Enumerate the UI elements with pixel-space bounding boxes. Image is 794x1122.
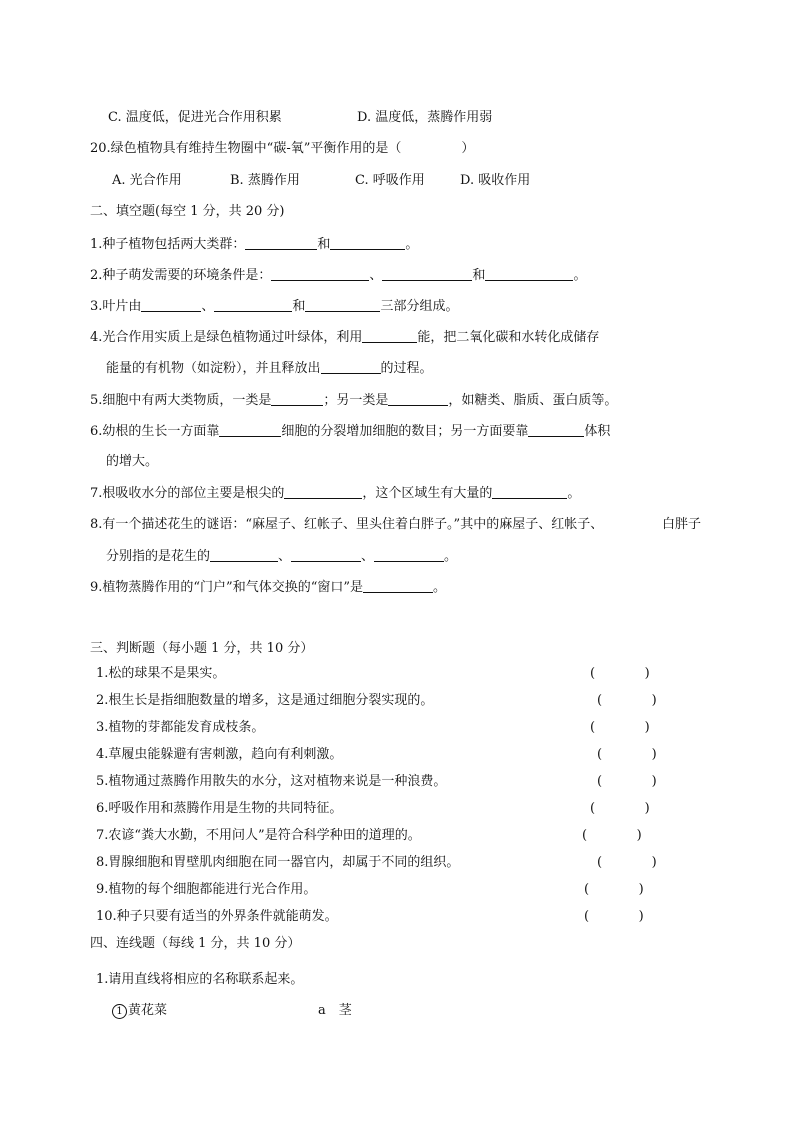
blank[interactable]: [210, 548, 278, 562]
fill-q9: 9.植物蒸腾作用的“门户”和气体交换的“窗口”是 。: [90, 580, 447, 595]
match-q1-instruction: 1.请用直线将相应的名称联系起来。: [96, 972, 304, 987]
fill-q2: 2.种子萌发需要的环境条件是： 、 和 。: [90, 268, 587, 283]
fill-q3: 3.叶片由 、 和 三部分组成。: [90, 299, 459, 314]
blank[interactable]: [330, 236, 405, 250]
blank[interactable]: [362, 329, 417, 343]
fill-q6-line2: 的增大。: [106, 454, 159, 469]
q20-stem: 20.绿色植物具有维持生物圈中“碳-氧”平衡作用的是（ ）: [90, 141, 475, 156]
judge-item-6: 6.呼吸作用和蒸腾作用是生物的共同特征。: [96, 801, 343, 816]
fill-q8-line1-end: 白胖子: [662, 517, 702, 532]
blank[interactable]: [284, 485, 362, 499]
judge-item-7: 7.农谚“粪大水勤，不用问人”是符合科学种田的道理的。: [96, 828, 421, 843]
answer-paren[interactable]: ( ): [597, 693, 657, 708]
blank[interactable]: [305, 298, 380, 312]
judge-item-2: 2.根生长是指细胞数量的增多，这是通过细胞分裂实现的。: [96, 693, 434, 708]
section-match-title: 四、连线题（每线 1 分，共 10 分）: [90, 936, 301, 951]
q20-option-c: C. 呼吸作用: [355, 173, 425, 188]
fill-q7: 7.根吸收水分的部位主要是根尖的 ，这个区域生有大量的 。: [90, 486, 581, 501]
q20-option-b: B. 蒸腾作用: [230, 173, 300, 188]
blank[interactable]: [485, 267, 573, 281]
answer-paren[interactable]: ( ): [584, 882, 644, 897]
q19-option-d: D. 温度低，蒸腾作用弱: [357, 110, 493, 125]
answer-paren[interactable]: ( ): [582, 828, 642, 843]
judge-item-3: 3.植物的芽都能发育成枝条。: [96, 720, 265, 735]
blank[interactable]: [388, 392, 448, 406]
answer-paren[interactable]: ( ): [584, 909, 644, 924]
q19-option-c: C. 温度低，促进光合作用积累: [108, 110, 282, 125]
blank[interactable]: [245, 236, 317, 250]
blank[interactable]: [528, 423, 584, 437]
q20-option-d: D. 吸收作用: [460, 173, 531, 188]
answer-paren[interactable]: ( ): [597, 774, 657, 789]
blank[interactable]: [321, 360, 381, 374]
blank[interactable]: [382, 267, 472, 281]
blank[interactable]: [219, 423, 281, 437]
answer-paren[interactable]: ( ): [597, 747, 657, 762]
fill-q4-line1: 4.光合作用实质上是绿色植物通过叶绿体，利用 能，把二氧化碳和水转化成储存: [90, 330, 600, 345]
judge-item-5: 5.植物通过蒸腾作用散失的水分，这对植物来说是一种浪费。: [96, 774, 447, 789]
blank[interactable]: [291, 548, 361, 562]
blank[interactable]: [214, 298, 292, 312]
answer-paren[interactable]: ( ): [590, 801, 650, 816]
fill-q8-line1: 8.有一个描述花生的谜语：“麻屋子、红帐子、里头住着白胖子。”其中的麻屋子、红帐子、: [90, 517, 604, 532]
answer-paren[interactable]: ( ): [597, 855, 657, 870]
judge-item-10: 10.种子只要有适当的外界条件就能萌发。: [96, 909, 338, 924]
judge-item-4: 4.草履虫能躲避有害刺激，趋向有利刺激。: [96, 747, 343, 762]
blank[interactable]: [141, 298, 201, 312]
fill-q4-line2: 能量的有机物（如淀粉），并且释放出 的过程。: [106, 361, 433, 376]
blank[interactable]: [271, 392, 323, 406]
blank[interactable]: [492, 485, 567, 499]
blank[interactable]: [271, 267, 369, 281]
blank[interactable]: [363, 579, 433, 593]
fill-q5: 5.细胞中有两大类物质，一类是 ；另一类是 ，如糖类、脂质、蛋白质等。: [90, 393, 618, 408]
answer-paren[interactable]: ( ): [590, 666, 650, 681]
circled-number: 1: [112, 1004, 127, 1019]
judge-item-1: 1.松的球果不是果实。: [96, 666, 226, 681]
q20-option-a: A. 光合作用: [112, 173, 182, 188]
section-judge-title: 三、判断题（每小题 1 分，共 10 分）: [90, 641, 314, 656]
answer-paren[interactable]: ( ): [590, 720, 650, 735]
judge-item-9: 9.植物的每个细胞都能进行光合作用。: [96, 882, 317, 897]
blank[interactable]: [374, 548, 444, 562]
section-fill-title: 二、填空题(每空 1 分，共 20 分): [90, 204, 285, 219]
judge-item-8: 8.胃腺细胞和胃壁肌肉细胞在同一器官内，却属于不同的组织。: [96, 855, 460, 870]
match-left-item-1[interactable]: 1 黄花菜: [112, 1003, 167, 1019]
fill-q8-line2: 分别指的是花生的 、 、 。: [106, 549, 458, 564]
fill-q6-line1: 6.幼根的生长一方面靠 细胞的分裂增加细胞的数目；另一方面要靠 体积: [90, 424, 611, 439]
fill-q1: 1.种子植物包括两大类群： 和 。: [90, 237, 419, 252]
match-right-item-a[interactable]: a 茎: [318, 1003, 352, 1018]
